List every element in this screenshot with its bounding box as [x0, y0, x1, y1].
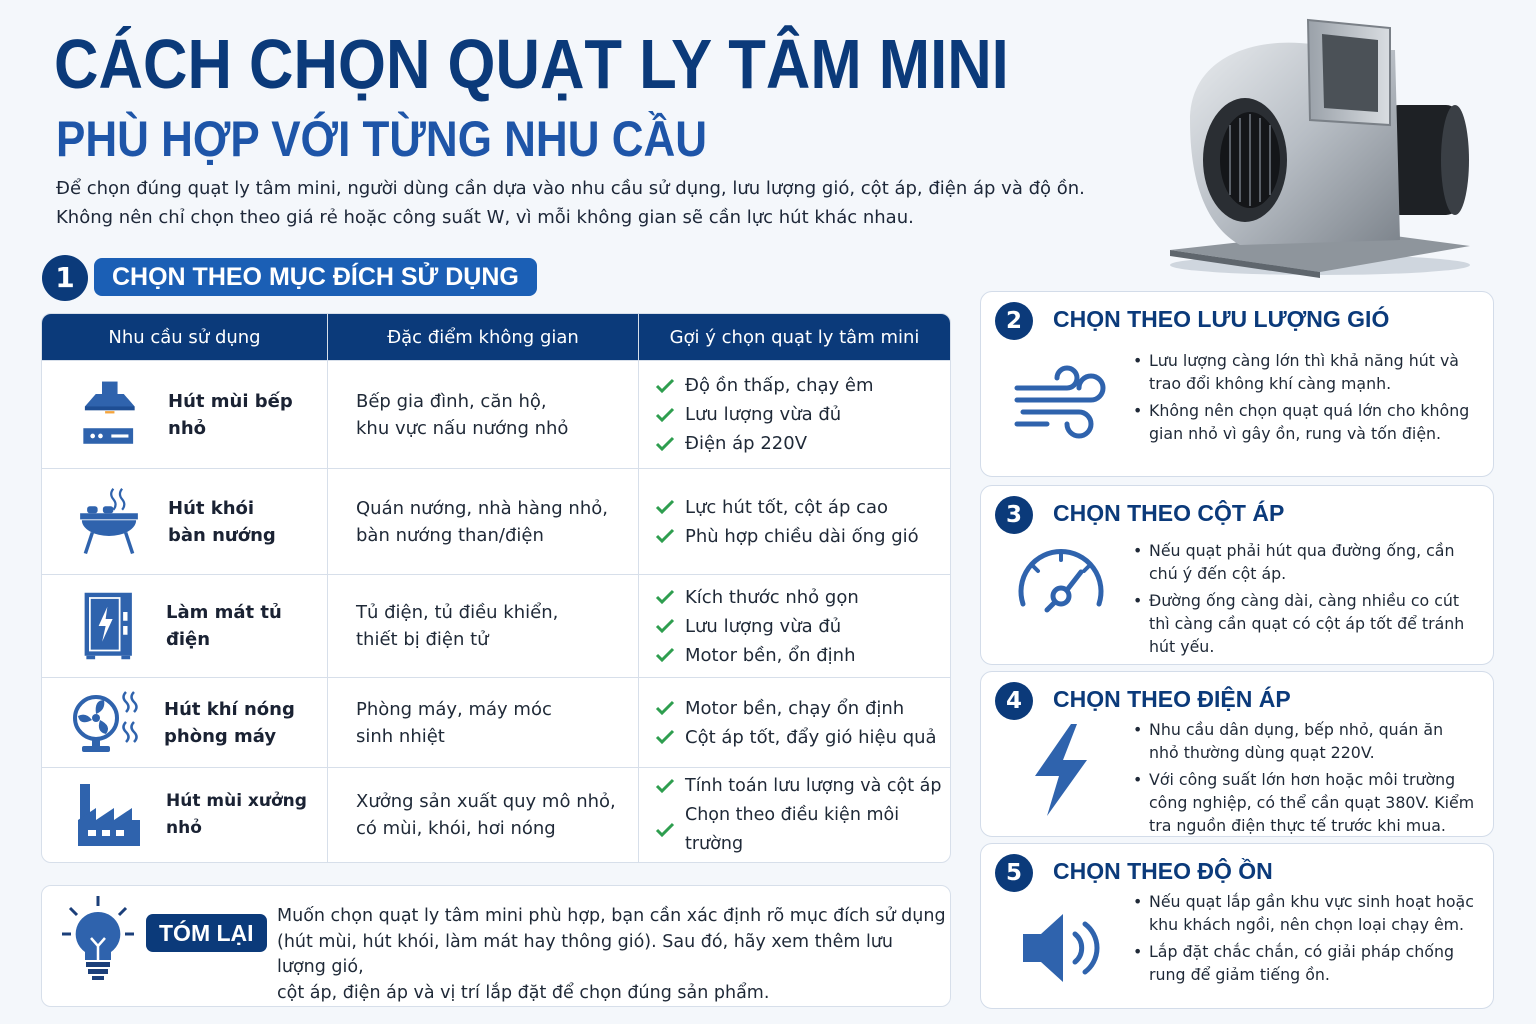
column-header-suggestion: Gợi ý chọn quạt ly tâm mini: [669, 326, 920, 348]
check-icon: [655, 822, 675, 838]
row-space-line: Bếp gia đình, căn hộ,: [356, 390, 547, 412]
check-icon: [655, 618, 675, 634]
section-1-title: CHỌN THEO MỤC ĐÍCH SỬ DỤNG: [94, 258, 537, 296]
check-item: [655, 801, 950, 859]
row-space: [356, 788, 616, 842]
check-item: [655, 371, 950, 400]
row-label: [168, 495, 276, 549]
row-label: [166, 788, 327, 842]
check-item: [655, 694, 950, 723]
check-text: Lưu lượng vừa đủ: [685, 404, 842, 425]
table-row: [42, 468, 950, 574]
bullet-item: • Không nên chọn quạt quá lớn cho không gian nhỏ vì gây ồn, rung và tốn điện.: [1131, 399, 1481, 445]
row-label: [164, 696, 295, 750]
card-number: 5: [995, 854, 1033, 892]
check-icon: [655, 528, 675, 544]
row-label-line: Hút khói: [168, 497, 255, 519]
page-title: CÁCH CHỌN QUẠT LY TÂM MINI: [54, 25, 1009, 103]
summary-box: [41, 885, 951, 1007]
check-item: [655, 429, 950, 458]
centrifugal-fan-image: [1150, 10, 1490, 280]
check-icon: [655, 499, 675, 515]
factory-icon: [74, 780, 144, 850]
electric-cabinet-icon: [78, 591, 142, 661]
card-title: CHỌN THEO ĐIỆN ÁP: [1053, 686, 1291, 712]
check-item: [655, 400, 950, 429]
bbq-grill-icon: [74, 487, 144, 557]
bullet-item: • Nếu quạt lắp gần khu vực sinh hoạt hoặc khu khách ngồi, nên chọn loại chạy êm.: [1131, 890, 1481, 936]
check-item: [655, 723, 950, 752]
summary-line: Muốn chọn quạt ly tâm mini phù hợp, bạn cần xác định rõ mục đích sử dụng: [277, 906, 946, 926]
card-title: CHỌN THEO CỘT ÁP: [1053, 500, 1285, 526]
row-space-line: khu vực nấu nướng nhỏ: [356, 417, 569, 439]
page-subtitle: PHÙ HỢP VỚI TỪNG NHU CẦU: [56, 111, 708, 167]
check-item: [655, 493, 950, 522]
row-space-line: Tủ điện, tủ điều khiển,: [356, 602, 559, 623]
check-item: [655, 583, 950, 612]
summary-label: TÓM LẠI: [146, 914, 267, 952]
check-text: Kích thước nhỏ gọn: [685, 586, 859, 608]
row-label-line: bàn nướng: [168, 524, 276, 546]
bullet-item: • Đường ống càng dài, càng nhiều co cút thì càng cần quạt có cột áp tốt để tránh hút yếu.: [1131, 589, 1481, 658]
table-header: [42, 314, 950, 360]
check-text: Cột áp tốt, đẩy gió hiệu quả: [685, 726, 937, 748]
row-label-line: Làm mát tủ điện: [166, 602, 282, 650]
check-text: Lưu lượng vừa đủ: [685, 615, 842, 637]
check-icon: [655, 407, 675, 423]
card-title: CHỌN THEO ĐỘ ỒN: [1053, 858, 1273, 884]
row-space-line: Phòng máy, máy móc: [356, 698, 552, 720]
table-row: [42, 574, 950, 677]
intro-line-1: Để chọn đúng quạt ly tâm mini, người dùng cần dựa vào nhu cầu sử dụng, lưu lượng gió, cột áp, điện áp và độ ồn.: [56, 178, 1085, 199]
card-airflow: [980, 291, 1494, 477]
row-space-line: Xưởng sản xuất quy mô nhỏ,: [356, 791, 616, 812]
row-space: [356, 599, 558, 653]
row-space: [356, 696, 552, 750]
intro-text: [56, 174, 1136, 232]
check-text: Motor bền, chạy ổn định: [685, 697, 905, 719]
row-label: [166, 599, 327, 653]
bullet-item: • Lưu lượng càng lớn thì khả năng hút và trao đổi không khí càng mạnh.: [1131, 349, 1481, 395]
row-space-line: thiết bị điện tử: [356, 629, 489, 650]
check-icon: [655, 378, 675, 394]
check-text: Lực hút tốt, cột áp cao: [685, 496, 889, 518]
kitchen-hood-icon: [74, 380, 144, 450]
row-space: [356, 388, 568, 442]
bullet-item: • Nhu cầu dân dụng, bếp nhỏ, quán ăn nhỏ thường dùng quạt 220V.: [1131, 718, 1476, 764]
check-icon: [655, 778, 675, 794]
card-noise: [980, 843, 1494, 1009]
check-text: Motor bền, ổn định: [685, 644, 856, 666]
lightbulb-icon: [60, 894, 136, 984]
row-label-line: Hút mùi bếp nhỏ: [168, 390, 293, 439]
summary-line: cột áp, điện áp và vị trí lắp đặt để chọn đúng sản phẩm.: [277, 982, 770, 1003]
speaker-icon: [1013, 900, 1109, 996]
check-item: [655, 641, 950, 670]
column-header-need: Nhu cầu sử dụng: [42, 314, 328, 360]
card-pressure: [980, 485, 1494, 665]
card-number: 4: [995, 682, 1033, 720]
section-1-number: 1: [42, 255, 88, 301]
bullet-item: • Lắp đặt chắc chắn, có giải pháp chống rung để giảm tiếng ồn.: [1131, 940, 1481, 986]
check-icon: [655, 589, 675, 605]
card-voltage: [980, 671, 1494, 837]
card-bullets: [1131, 718, 1476, 841]
row-space-line: sinh nhiệt: [356, 725, 445, 747]
summary-line: (hút mùi, hút khói, làm mát hay thông gió). Sau đó, hãy xem thêm lưu lượng gió,: [277, 931, 893, 977]
check-icon: [655, 729, 675, 745]
row-space-line: bàn nướng than/điện: [356, 524, 544, 546]
table-row: [42, 360, 950, 468]
check-text: Chọn theo điều kiện môi trường: [685, 804, 900, 854]
row-label-line: phòng máy: [164, 725, 277, 747]
check-icon: [655, 436, 675, 452]
bullet-item: • Với công suất lớn hơn hoặc môi trường công nghiệp, có thể cần quạt 380V. Kiểm tra nguồn điện thực tế trước khi mua.: [1131, 768, 1476, 837]
check-item: [655, 772, 950, 801]
usage-table: [41, 313, 951, 863]
table-row: [42, 767, 950, 862]
check-item: [655, 612, 950, 641]
check-text: Tính toán lưu lượng và cột áp: [685, 775, 942, 796]
row-space: [356, 495, 608, 549]
row-space-line: Quán nướng, nhà hàng nhỏ,: [356, 497, 608, 519]
summary-text: [277, 904, 947, 1006]
card-number: 3: [995, 496, 1033, 534]
row-label: [168, 388, 327, 442]
gauge-icon: [1013, 538, 1109, 634]
row-label-line: Hút khí nóng: [164, 698, 295, 720]
table-row: [42, 677, 950, 767]
row-space-line: có mùi, khói, hơi nóng: [356, 818, 556, 839]
fan-heat-icon: [72, 688, 142, 758]
bullet-item: • Nếu quạt phải hút qua đường ống, cần chú ý đến cột áp.: [1131, 539, 1481, 585]
wind-icon: [1013, 352, 1109, 448]
check-text: Độ ồn thấp, chạy êm: [685, 375, 874, 396]
intro-line-2: Không nên chỉ chọn theo giá rẻ hoặc công suất W, vì mỗi không gian sẽ cần lực hút khác nhau.: [56, 207, 914, 228]
lightning-icon: [1013, 722, 1109, 818]
check-text: Điện áp 220V: [685, 433, 808, 454]
card-bullets: [1131, 890, 1481, 990]
check-icon: [655, 700, 675, 716]
check-icon: [655, 647, 675, 663]
card-number: 2: [995, 302, 1033, 340]
card-bullets: [1131, 539, 1481, 662]
card-bullets: [1131, 349, 1481, 449]
check-text: Phù hợp chiều dài ống gió: [685, 525, 919, 547]
check-item: [655, 522, 950, 551]
card-title: CHỌN THEO LƯU LƯỢNG GIÓ: [1053, 306, 1390, 332]
row-label-line: Hút mùi xưởng nhỏ: [166, 791, 307, 838]
column-header-space: Đặc điểm không gian: [328, 314, 639, 360]
